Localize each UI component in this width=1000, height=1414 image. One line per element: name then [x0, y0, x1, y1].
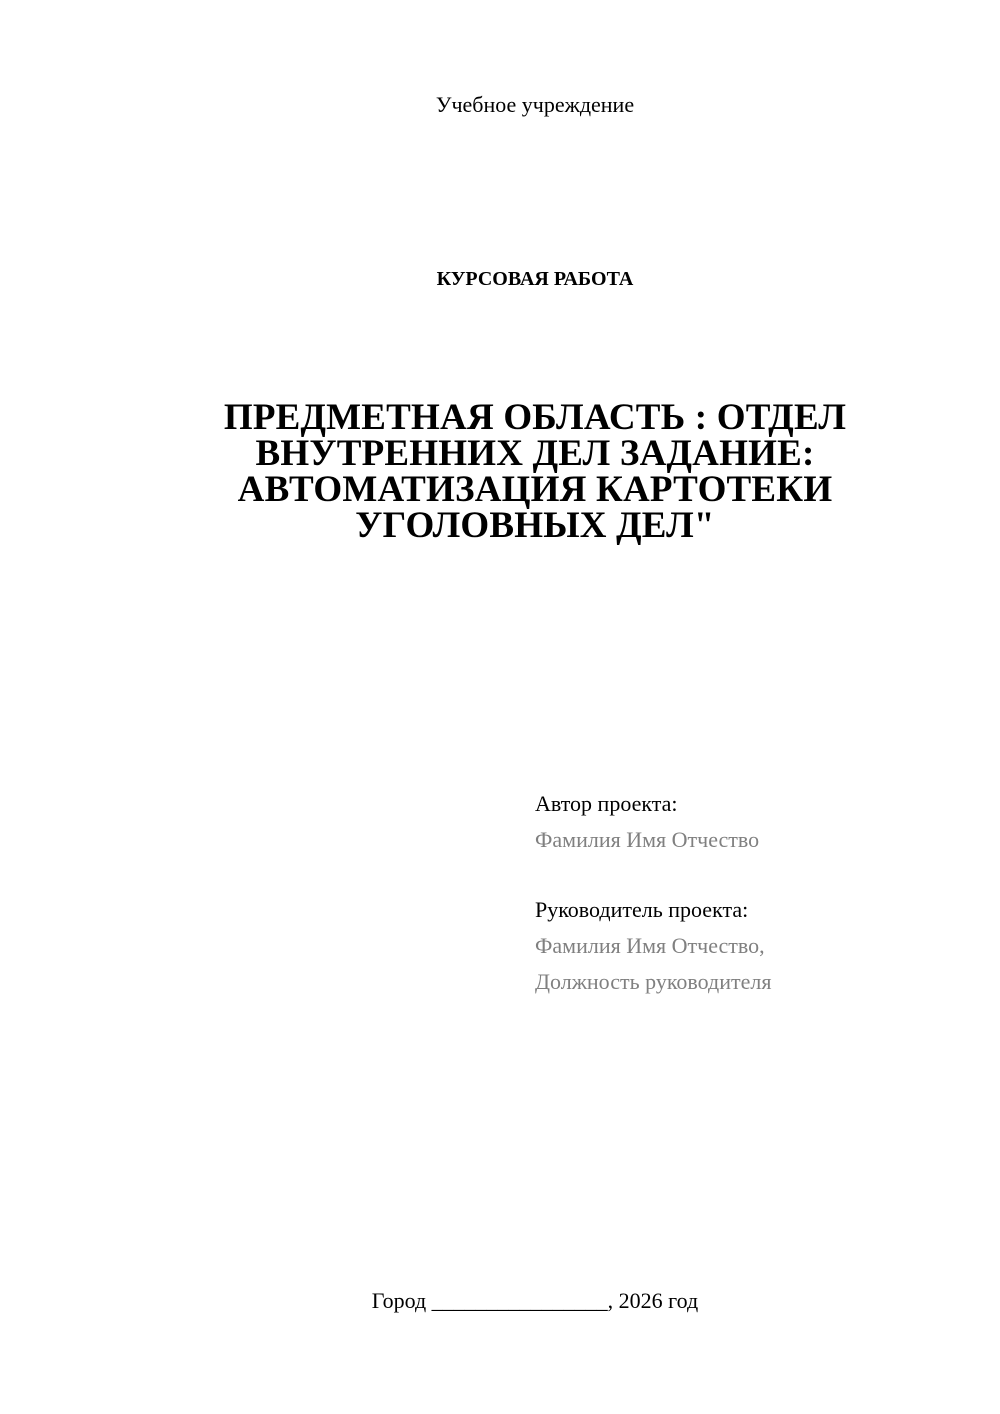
supervisor-label: Руководитель проекта: [535, 897, 749, 922]
supervisor-position: Должность руководителя [535, 969, 772, 994]
author-name: Фамилия Имя Отчество [535, 827, 760, 852]
document-type: КУРСОВАЯ РАБОТА [436, 268, 634, 290]
title-line: АВТОМАТИЗАЦИЯ КАРТОТЕКИ [237, 469, 833, 510]
supervisor-block [535, 892, 955, 1000]
document-title [170, 397, 900, 546]
author-block [535, 786, 955, 858]
title-line: УГОЛОВНЫХ ДЕЛ" [355, 505, 715, 546]
title-line: ВНУТРЕННИХ ДЕЛ ЗАДАНИЕ: [255, 433, 815, 474]
institution-name: Учебное учреждение [435, 92, 635, 117]
author-label: Автор проекта: [535, 791, 678, 816]
title-line: ПРЕДМЕТНАЯ ОБЛАСТЬ : ОТДЕЛ [223, 397, 847, 438]
supervisor-name: Фамилия Имя Отчество, [535, 933, 765, 958]
city-year-line: Город ________________, 2026 год [371, 1288, 699, 1313]
